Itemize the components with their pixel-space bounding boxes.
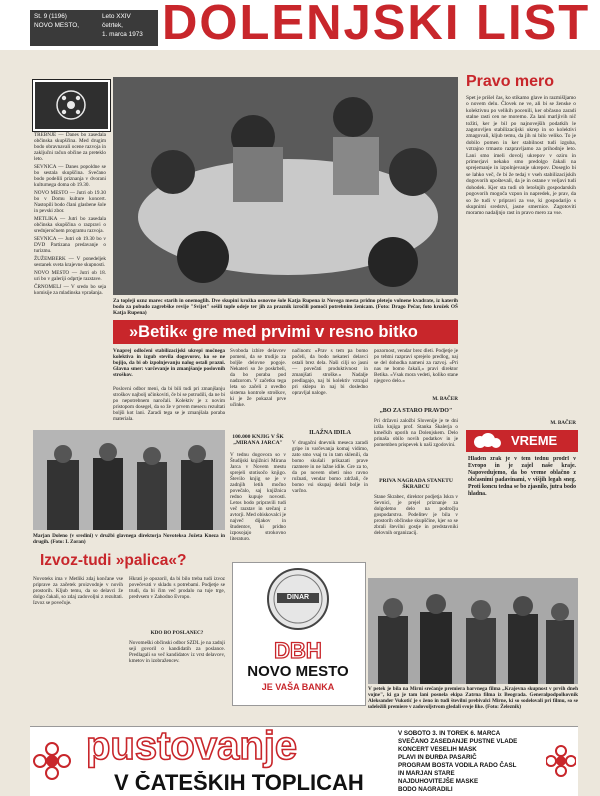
- news-item: ČRNOMELJ — V sredo bo seja komisije za mladinska vprašanja.: [34, 284, 106, 296]
- weather-label: VREME: [511, 433, 558, 448]
- marjan-photo-caption: Marjan Doleno (v sredini) v družbi glavnega direktorja Novoteksa Jožeta Kneza in drugih. (Foto: I. Zoran): [33, 533, 225, 545]
- issue-year: Leto XXIV: [102, 13, 131, 20]
- pravo-mero-signature: M. BAČER: [550, 420, 576, 426]
- pustovanje-ad: [30, 726, 578, 796]
- news-item: TREBNJE — Danes bo zasedala občinska skupščina. Med drugim bodo obravnavali ocene razvoja in zaključni račun občine za preteklo leto.: [34, 132, 106, 162]
- schedule-line: BODO NAGRADILI: [398, 786, 453, 793]
- knjig-text: V tednu dogovora so v Študijski knjižnici Mirana Jarca v Novem mestu sprejeli stotisočo knjigo. Število knjig se je v zadnjih letih močno povečalo, saj knjižnica redno kupuje novosti. Letos bodo pripravili tudi več razstav in srečanj z avtorji. Med obiskovalci je največ dijakov in študentov, ki pridno izposojajo strokovno literaturo.: [230, 452, 286, 542]
- bank-logo: DBH: [274, 638, 322, 663]
- marjan-doleno-photo: [33, 430, 225, 530]
- issue-date: 1. marca 1973: [102, 31, 143, 38]
- weather-cloud-icon: [468, 430, 508, 452]
- betik-headline-bar: [113, 320, 458, 344]
- ilazna-text: V drugačni dnevnik meseca zaradi gripe in varčevanja komaj vidimo, zato smo vsaj tu in tam sklenili, da bomo skušali prikazati prave razmere in ne lažne idile. Gre za to, da po novem obeti niso ravno rožnati, vendar bomo zdržali, če bomo vsi skupaj delali bolje in varčno.: [292, 440, 368, 494]
- kdo-text: Novomeški občinski odbor SZDL je na zadnji seji govoril o kandidatih za poslance. Predlagali so več kandidatov iz vrst delavcev, kmetov in izobražencev.: [129, 640, 225, 664]
- schedule-line: IN MARJAN STARE: [398, 770, 455, 777]
- knitting-children-photo: [113, 77, 458, 295]
- kdo-headline: KDO BO POSLANEC?: [150, 630, 204, 636]
- news-item: SEVNICA — Danes popoldne se bo sestala skupščina. Svečano bodo podelili priznanja v dvorani kulturnega doma ob 19.30.: [34, 164, 106, 188]
- schedule-line: KONCERT VESELIH MASK: [398, 746, 477, 753]
- film-caption: V petek je bila na Mirni srečanje premiera barvnega filma „Krajevna skupnost v prvih dneh vojne", ki ga je tam lani posnela ekipa Zatrna filma iz Beograda. Generalpodpolkovnik Aleksander Vukotić je s ženo in tudi številni prebivalci Mirne, ki so sodelovali pri filmu, so se udeležili premiere v zadovoljstvom gledali svoje like. (Foto: Železnik): [368, 686, 578, 710]
- pravo-mero-text: Spet je prišel čas, ko stikamo glave in razmišljamo o novem delu. Človek ne ve, ali bi se ženske o kolektivnu po velikih pocenili, ker občasno zaradi stalne rasti cen ne moremo. Za lani marljivih nič tožiti, ker je bil po najnovejših podatkih le zagotovljen stabilizacijski ukrep in so kolektivi zmagovali, kljub temu, da jih ni bilo veliko. To je dobilo pomen in ker stabilnost tudi izguba, vztrajno trmasto razpravljamo za prihodnje leto. Lani smo imeli dovolj ukrepov v oziru in primerjavi nekako smo predolgo čakali na sprejemanje in izpolnjevanje ukrepov. Doseglo bi se lahko več, če bi že tedaj v vseh stabilizacijskih dogovorih upoštevali, da je in ostane v veljavi tudi dohodek. Kjer sta tudi ob letošnjih gospodarskih pogovorih mogoča vzpon in napredek, je prav, da so že tudi v pripravi za vse, ki gospodarijo s skupnimi sredstvi, jasne smernice. Zagotoviti moramo nadaljnjo rast in pravo mero za vse.: [466, 95, 576, 217]
- group-photo-illustration: [33, 430, 225, 530]
- betik-col3: načinom: »Prav s tem pa bomo počeli, da bodo nekateri delavci ostali brez dela. Naši cilji so jasni — povečati produktivnost in zmanjšati stroške.« Nadalje predlagajo, naj bi kolektiv vztrajal pri sklepu in naj bi dosledno opravljal naloge.: [292, 348, 368, 396]
- bo-za-headline: „BO ZA STARO PRAVDO": [379, 408, 453, 414]
- newspaper-logo: [35, 82, 108, 129]
- news-item: ŽUŽEMBERK — V ponedeljek sestanek sveta krajevne skupnosti.: [34, 256, 106, 268]
- betik-col2: Svoboda izbire delavcev pomeni, da se trudijo za boljše delovne pogoje. Nekateri so že poskrbeli, da bo poraba pod nadzorom. V začetku tega leta so začeli z uvedbo sistema kontrole stroškov, ki je že pokazal prve učinke.: [230, 348, 286, 408]
- ilazna-headline: ILAŽNA IDILA: [309, 430, 351, 436]
- news-item: SEVNICA — Jutri ob 19.30 bo v DVD Partizana predavanje o turizmu.: [34, 236, 106, 254]
- issue-box: [30, 10, 158, 46]
- logo-box: [33, 80, 110, 131]
- weather-text: Hladen zrak je v tem tednu prodrl v Evropo in je zajel naše kraje. Napovedujemo, da bo vreme oblačno z občasnimi padavinami, v višjih legah sneg. Proti koncu tedna se bo zjasnilo, jutra bodo hladna.: [468, 456, 576, 497]
- news-item: NOVO MESTO — Jutri ob 19.30 bo v Domu kulture koncert. Nastopili bodo člani glasbene šole in pevski zbor.: [34, 190, 106, 214]
- pustovanje-subtitle: V ČATEŠKIH TOPLICAH: [114, 771, 364, 795]
- flower-decoration-icon: [546, 741, 576, 781]
- issue-weekday: četrtek,: [102, 22, 123, 29]
- betik-col4: pozornost, vendar brez dleti. Podjetje je po tehtni razpravi sprejelo predlog, naj se del dohodka nameni za razvoj. »Pri nas ne bomo čakali,« pravi direktor Betika. »Vsak mora vedeti, koliko stane njegovo delo.«: [374, 348, 458, 384]
- flower-decoration-icon: [30, 727, 80, 796]
- film-premiere-photo: [368, 578, 578, 684]
- schedule-line: PROGRAM BOSTA VODILA RADO ČASL: [398, 762, 517, 769]
- weather-box: [466, 430, 578, 572]
- betik-lead: Vnaprej odločeni stabilizacijski ukrepi močnega kolektiva in izgub stevila dogovorov, ko se ne bojijo, da bi ob izpolnjevanju nalog ostali prazni. Glavna smer: varčevanje in zmanjšanje poslovnih stroškov.: [113, 348, 225, 378]
- izvoz-col1: Novoteks ima v Metliki zdaj končane vse priprave za začetek proizvodnje v novih prostorih. Kljub temu, da so delavci že dolgo čakali, so zdaj zadovoljni z rezultati. Izvoz se povečuje.: [33, 576, 123, 606]
- izvoz-headline: Izvoz-tudi »palica«?: [40, 552, 187, 569]
- weather-header: [466, 430, 578, 452]
- photo-illustration: [113, 77, 458, 295]
- masthead-title: DOLENJSKI LIST: [162, 0, 591, 50]
- pustovanje-schedule: [398, 730, 568, 794]
- schedule-line: SVEČANO ZASEDANJE PUSTNE VLADE: [398, 738, 518, 745]
- news-item: NOVO MESTO — Jutri ob 18. uri bo v galeriji odprtje razstave.: [34, 270, 106, 282]
- schedule-line: NAJDUHOVITEJŠE MASKE: [398, 778, 479, 785]
- issue-number: St. 9 (1196): [34, 13, 67, 20]
- nagrada-text: Stane Škrabec, direktor podjetja Iskra v Sevnici, je prejel priznanje za dolgoletno delo na področju gospodarstva. Podelitev je bila v prostorih občinske skupščine, kjer so se zbrali številni gostje in predstavniki delovnih organizacij.: [374, 494, 458, 536]
- nagrada-headline: PRIVA NAGRADA STANETU ŠKRABCU: [379, 478, 453, 490]
- schedule-line: V SOBOTO 3. IN TOREK 6. MARCA: [398, 730, 501, 737]
- bank-city: NOVO MESTO: [247, 663, 349, 680]
- izvoz-col2: Hkrati je opozoril, da bi bilo treba tudi izvoz povečevati v skladu s potrebami. Podjetje se trudi, da bi čim več prodalo na tuje trge, predvsem v Zahodno Evropo.: [129, 576, 225, 600]
- coin-label: DINAR: [286, 594, 310, 601]
- betik-col1: Poslovni odbor meni, da bi bili tudi pri zmanjšanju stroškov najbolj učinkoviti, če bi se potrudili, da ne bi po nepotrebnem naročali. Kolektiv je z novim pristopom dosegel, da so že v prvem mesecu rezultati boljši kot lani. Zaradi tega se je zmanjšala poraba materiala.: [113, 386, 225, 422]
- betik-signature: M. BAČER: [432, 396, 458, 402]
- bank-slogan: JE VAŠA BANKA: [261, 682, 335, 692]
- schedule-line: PLAVI IN ĐURĐA PASARIČ: [398, 754, 477, 761]
- news-item: METLIKA — Jutri bo zasedala občinska skupščina o razpravi o srednjeročnem programu razvoja.: [34, 216, 106, 234]
- pustovanje-title: pustovanje: [86, 724, 298, 768]
- left-news-column: [34, 132, 106, 430]
- top-photo-caption: Za topleji oznz marec starih in onemoglih. Dve skupini krožka osnovne šole Katja Rupena iz Novega mesta pridno pletejo volnene kvadrate, iz katerih bodo za pobudo zagrebške revije "Svijet" sešili tople odeje ter jih za praznik izročili pomoči potrebnim ženicam. (Foto: Drago Pečar, foto krožek OŠ Katja Rupena): [113, 298, 458, 317]
- film-photo-illustration: [368, 578, 578, 684]
- bank-ad: [232, 562, 366, 706]
- bo-za-text: Pri državni založbi Slovenije je te dni izšla knjiga prof. Stanka Škalerja o kmečkih uporih na Dolenjskem. Delo prinaša obilo novih podatkov in je pomemben prispevek k naši zgodovini.: [374, 418, 458, 448]
- knjig-headline: 100.000 KNJIG V ŠK „MIRANA JARCA": [232, 434, 284, 446]
- pravo-mero-headline: Pravo mero: [466, 73, 555, 90]
- issue-city: NOVO MESTO,: [34, 22, 79, 29]
- betik-headline: »Betik« gre med prvimi v resno bitko: [129, 323, 418, 341]
